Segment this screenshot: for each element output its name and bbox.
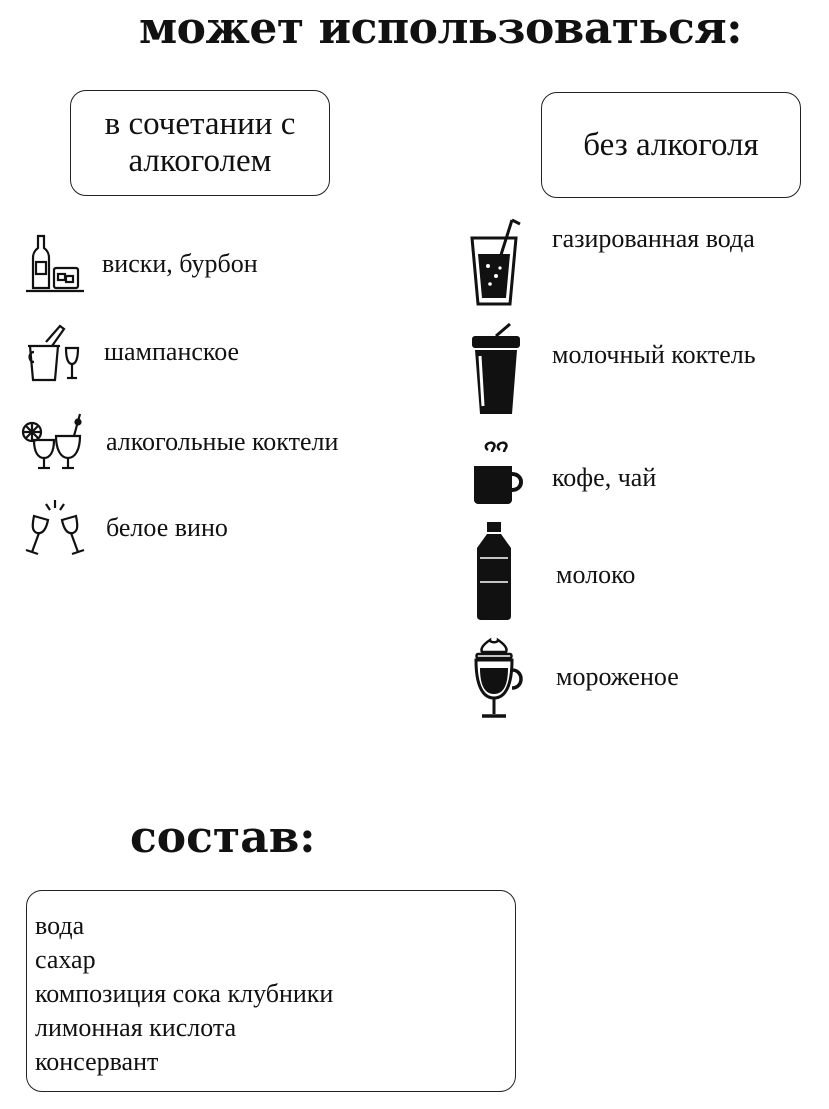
list-item-cocktails (20, 410, 338, 474)
ingredient-item: композиция сока клубники (35, 979, 334, 1008)
list-item-soda (466, 218, 755, 310)
item-label: молоко (556, 560, 636, 589)
list-item-ice-cream (470, 636, 679, 722)
list-item-milk (474, 520, 635, 622)
item-label: шампанское (104, 337, 240, 366)
cocktail-glasses-icon (20, 410, 86, 474)
list-item-champagne (24, 320, 239, 384)
ingredient-item: сахар (35, 945, 96, 974)
with-alcohol-header (70, 90, 330, 196)
milk-bottle-icon (474, 520, 514, 622)
whiskey-bottle-icon (24, 232, 86, 296)
list-item-coffee (470, 436, 656, 508)
without-alcohol-header-text: без алкоголя (583, 126, 759, 163)
item-label: мороженое (556, 662, 679, 691)
coffee-cup-icon (470, 436, 526, 508)
list-item-milkshake (466, 322, 756, 418)
composition-title: состав: (130, 812, 316, 863)
item-label: белое вино (106, 513, 228, 542)
list-item-whiskey (24, 232, 258, 296)
item-label: кофе, чай (552, 463, 657, 492)
composition-box (26, 890, 516, 1092)
wine-cheers-icon (24, 496, 86, 560)
item-label: молочный коктель (552, 340, 756, 369)
soda-glass-icon (466, 218, 526, 310)
item-label: алкогольные коктели (106, 427, 339, 456)
with-alcohol-header-text: в сочетании с алкоголем (104, 106, 296, 179)
ingredient-item: вода (35, 911, 85, 940)
ingredient-item: консервант (35, 1047, 159, 1076)
without-alcohol-header (541, 92, 801, 198)
page-title: может использоваться: (138, 3, 743, 54)
item-label: виски, бурбон (102, 249, 258, 278)
ingredient-item: лимонная кислота (35, 1013, 237, 1042)
champagne-bucket-icon (24, 320, 80, 384)
milkshake-cup-icon (466, 322, 526, 418)
list-item-white-wine (24, 496, 228, 560)
item-label: газированная вода (552, 224, 755, 253)
ice-cream-glass-icon (470, 636, 526, 722)
